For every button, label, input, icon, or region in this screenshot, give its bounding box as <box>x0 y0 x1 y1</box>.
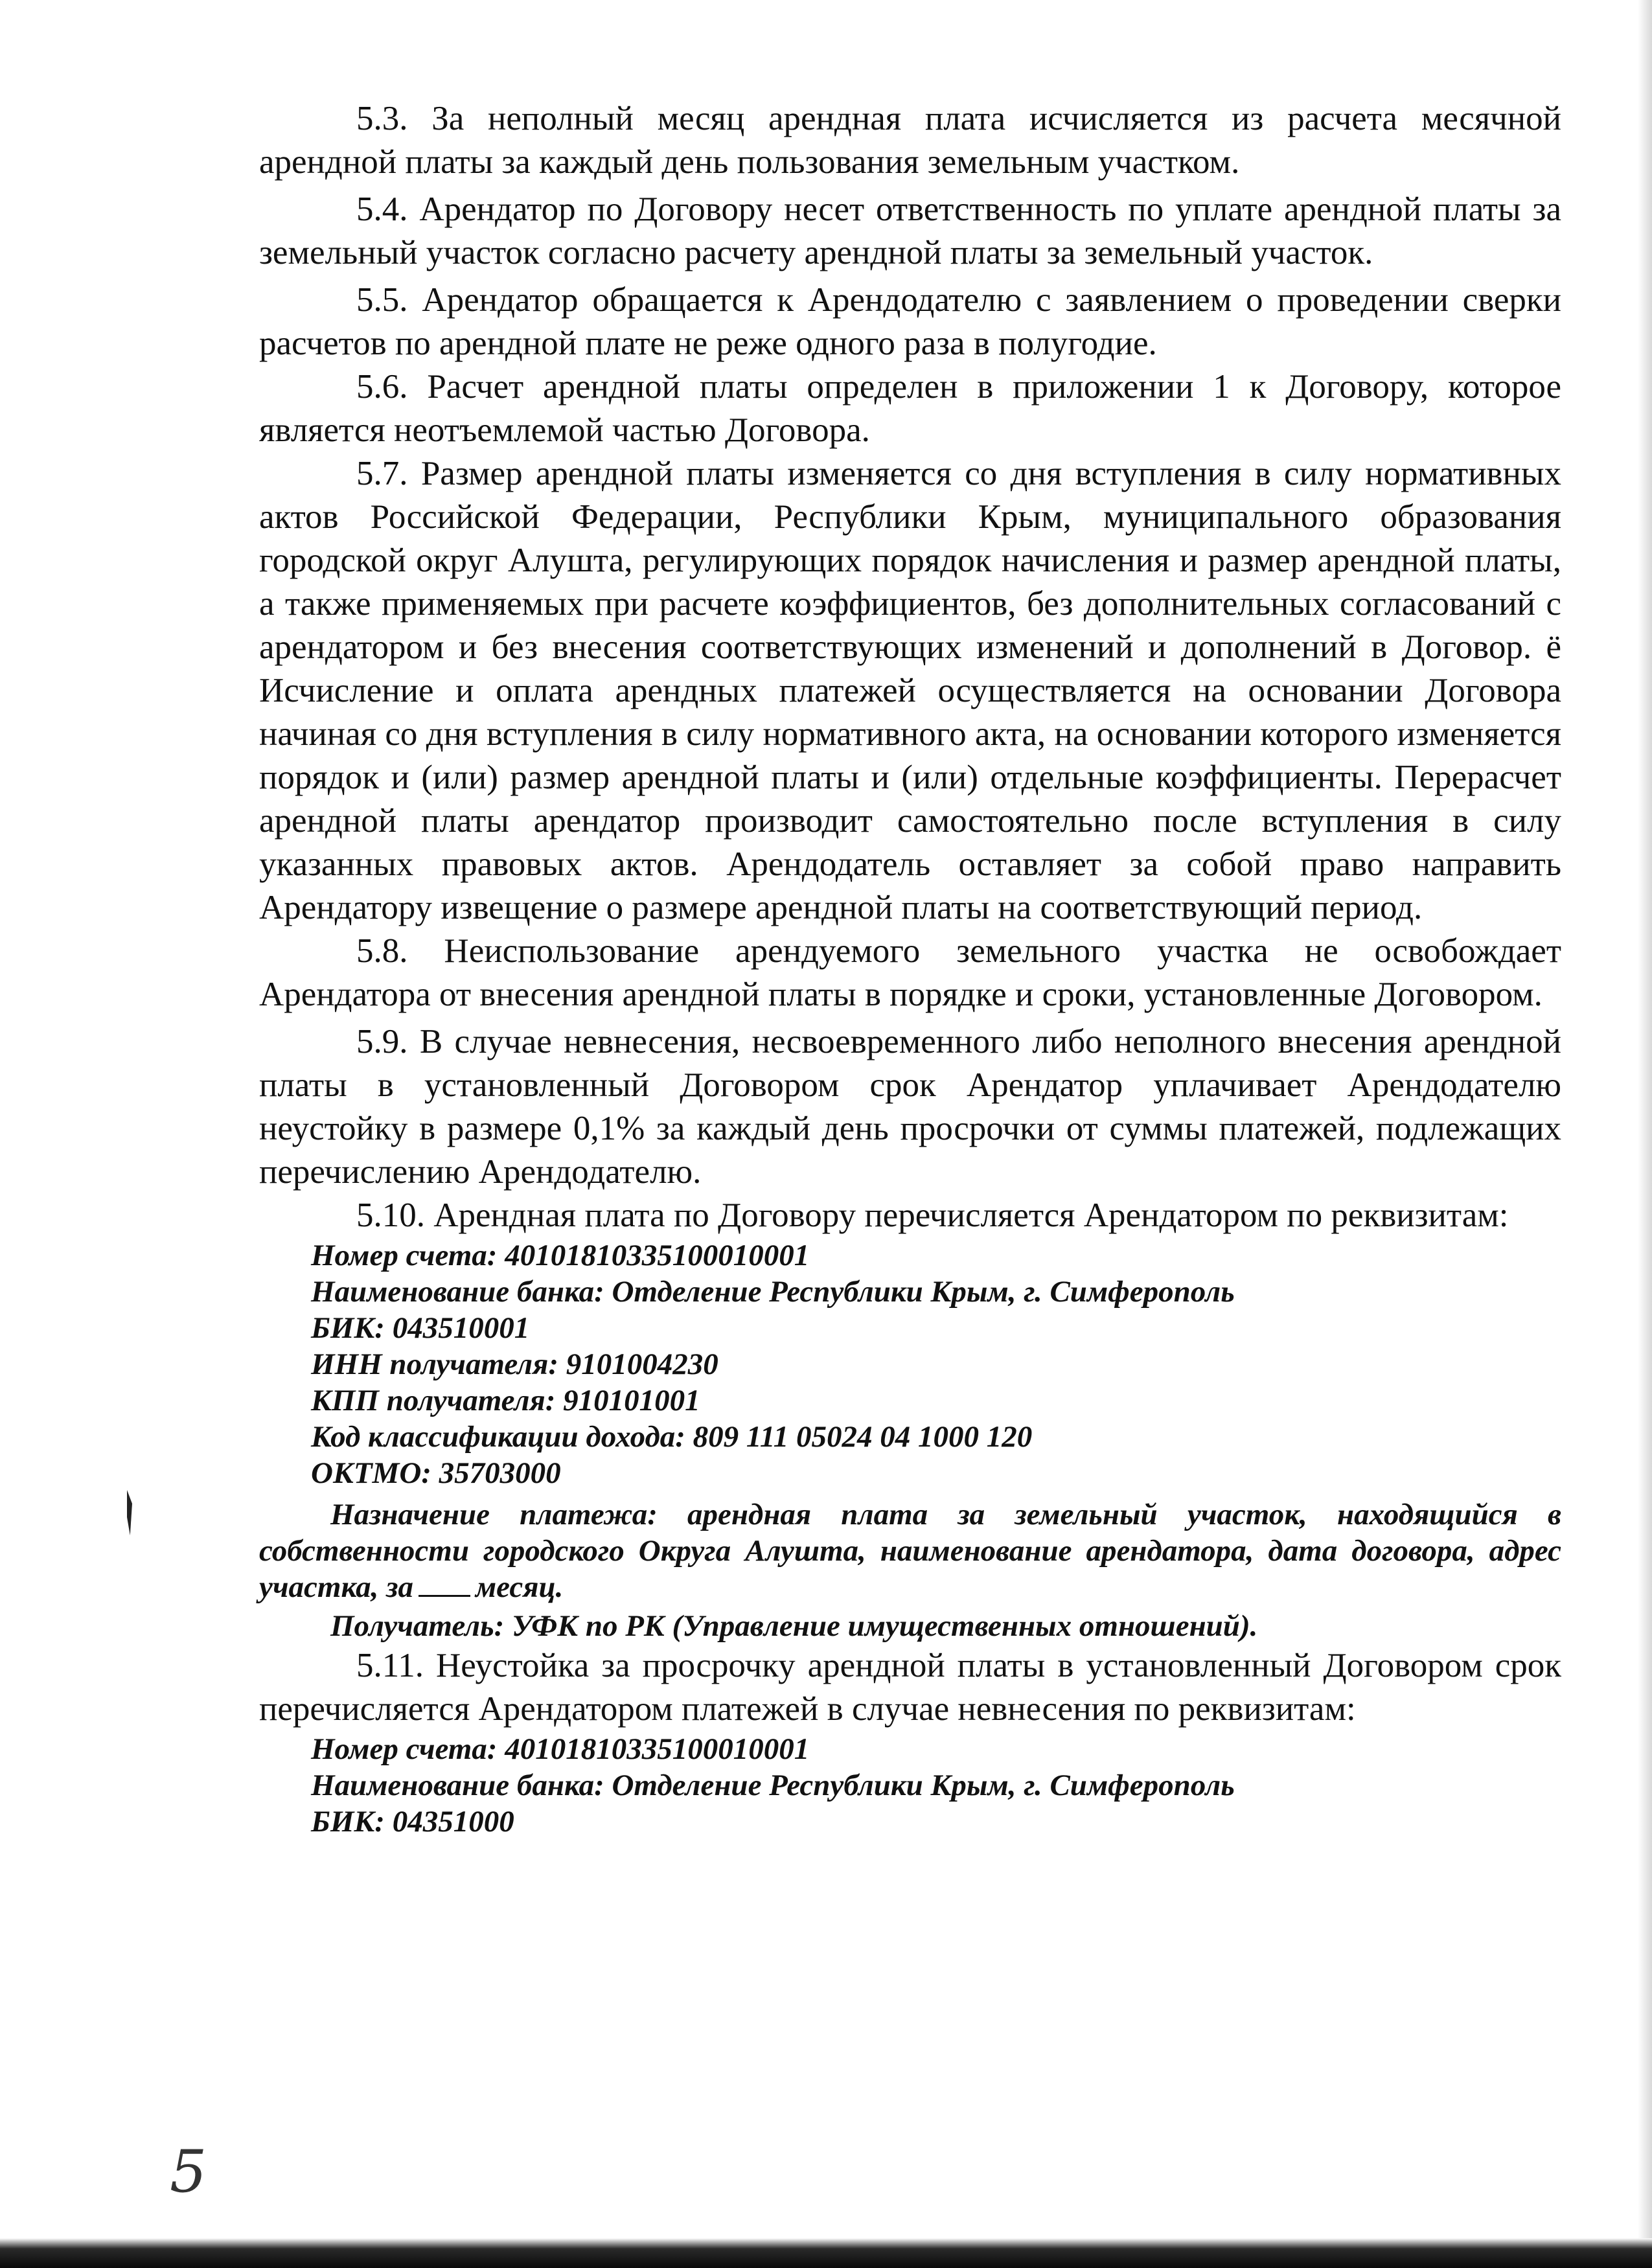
month-blank <box>419 1595 470 1597</box>
account-number-2: Номер счета: 40101810335100010001 <box>311 1732 810 1766</box>
clause-5-8: 5.8. Неиспользование арендуемого земельного участка не освобождает Арендатора от внесения арендной платы в порядке и сроки, установленные Договором. <box>259 932 1561 1013</box>
clause-5-5: 5.5. Арендатор обращается к Арендодателю с заявлением о проведении сверки расчетов по арендной плате не реже одного раза в полугодие. <box>259 281 1561 362</box>
scan-edge-right <box>1638 0 1652 2268</box>
bik: БИК: 043510001 <box>311 1311 530 1345</box>
bik-2: БИК: 04351000 <box>311 1805 514 1838</box>
margin-mark <box>127 1490 132 1535</box>
account-number: Номер счета: 40101810335100010001 <box>311 1239 810 1272</box>
bank-name: Наименование банка: Отделение Республики Крым, г. Симферополь <box>311 1275 1235 1309</box>
page-number: 5 <box>170 2138 207 2206</box>
requisites-block-1 <box>311 1237 1561 1491</box>
payment-purpose <box>259 1496 1561 1605</box>
payment-purpose-text: Назначение платежа: арендная плата за земельный участок, находящийся в собственности городского Округа Алушта, наименование арендатора, дата договора, адрес участка, за <box>259 1498 1561 1604</box>
payment-purpose-end: месяц. <box>475 1570 564 1604</box>
scan-edge-bottom <box>0 2238 1652 2268</box>
clause-5-11: 5.11. Неустойка за просрочку арендной платы в установленный Договором срок перечисляется Арендатором платежей в случае невнесения по реквизитам: <box>259 1647 1561 1728</box>
clause-5-7: 5.7. Размер арендной платы изменяется со дня вступления в силу нормативных актов Российской Федерации, Республики Крым, муниципального образования городской округ Алушта, регулирующих порядок начисления и размер арендной платы, а также применяемых при расчете коэффициентов, без дополнительных согласований с арендатором и без внесения соответствующих изменений и дополнений в Договор. ё Исчисление и оплата арендных платежей осуществляется на основании Договора начиная со дня вступления в силу нормативного акта, на основании которого изменяется порядок и (или) размер арендной платы и (или) отдельные коэффициенты. Перерасчет арендной платы арендатор производит самостоятельно после вступления в силу указанных правовых актов. Арендодатель оставляет за собой право направить Арендатору извещение о размере арендной платы на соответствующий период. <box>259 455 1561 926</box>
clause-5-3: 5.3. За неполный месяц арендная плата исчисляется из расчета месячной арендной платы за каждый день пользования земельным участком. <box>259 100 1561 181</box>
clause-5-9: 5.9. В случае невнесения, несвоевременного либо неполного внесения арендной платы в установленный Договором срок Арендатор уплачивает Арендодателю неустойку в размере 0,1% за каждый день просрочки от суммы платежей, подлежащих перечислению Арендодателю. <box>259 1023 1561 1191</box>
inn: ИНН получателя: 9101004230 <box>311 1347 718 1381</box>
kpp: КПП получателя: 910101001 <box>311 1384 700 1417</box>
income-code: Код классификации дохода: 809 111 05024 04 1000 120 <box>311 1420 1033 1454</box>
recipient: Получатель: УФК по РК (Управление имущественных отношений). <box>330 1609 1258 1643</box>
oktmo: ОКТМО: 35703000 <box>311 1456 561 1490</box>
clause-5-4: 5.4. Арендатор по Договору несет ответственность по уплате арендной платы за земельный участок согласно расчету арендной платы за земельный участок. <box>259 190 1561 271</box>
clause-5-10: 5.10. Арендная плата по Договору перечисляется Арендатором по реквизитам: <box>356 1197 1509 1234</box>
bank-name-2: Наименование банка: Отделение Республики Крым, г. Симферополь <box>311 1769 1235 1802</box>
document-body <box>259 97 1561 1840</box>
clause-5-6: 5.6. Расчет арендной платы определен в приложении 1 к Договору, которое является неотъемлемой частью Договора. <box>259 368 1561 449</box>
requisites-block-2 <box>311 1731 1561 1840</box>
